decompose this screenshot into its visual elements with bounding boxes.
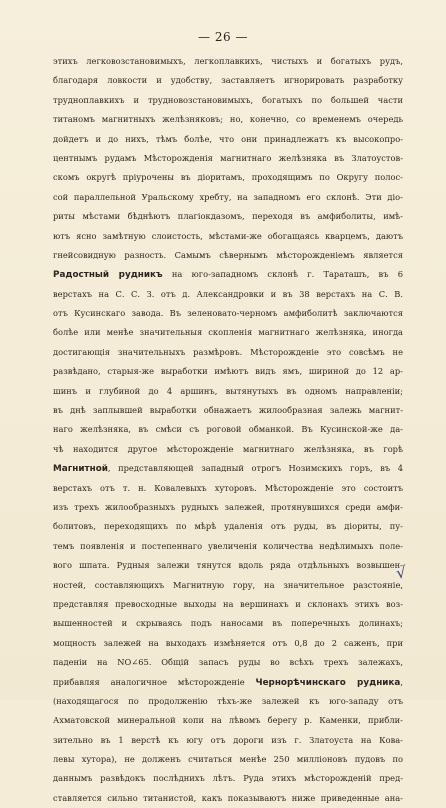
text-line xyxy=(53,91,403,110)
text-line xyxy=(53,769,403,788)
text-line xyxy=(53,265,403,284)
bold-mine-name: Радостный рудникъ xyxy=(53,270,163,281)
text-line xyxy=(53,130,403,149)
line-text: представляя превосходные выходы на вершинахъ и склонахъ этихъ воз- xyxy=(53,598,403,609)
line-text: зительно въ 1 верстѣ къ югу отъ дороги изъ г. Златоуста на Кова- xyxy=(53,734,403,745)
text-line xyxy=(53,420,403,439)
text-line xyxy=(53,711,403,730)
line-text: (находящагося по продолженію тѣхъ-же залежей къ юго-западу отъ xyxy=(53,695,403,706)
text-line xyxy=(53,692,403,711)
line-text: ставляется сильно титанистой, какъ показываютъ ниже приведенные ана- xyxy=(53,792,403,803)
text-line xyxy=(53,343,403,362)
text-line xyxy=(53,459,403,478)
line-text: прибавляя аналогичное мѣсторожденіе xyxy=(53,676,256,687)
text-line xyxy=(53,576,403,595)
text-line xyxy=(53,614,403,633)
bold-mine-name: Чернорѣчинскаго рудника xyxy=(255,677,401,688)
text-line xyxy=(53,110,403,129)
line-text: риты мѣстами бѣднѣютъ плагіокдазомъ, переходя въ амфиболиты, имѣ- xyxy=(53,211,403,222)
text-line xyxy=(53,537,403,556)
line-text: отъ Кусинскаго завода. Въ зеленовато-черномъ амфиболитѣ заключаются xyxy=(53,308,403,319)
line-text: вышенностей и скрываясь подъ наносами въ поперечныхъ долинахъ; xyxy=(53,618,403,629)
line-text: сой параллельной Уральскому хребту, на западномъ его склонѣ. Эти діо- xyxy=(53,191,403,202)
line-text: верстахъ отъ т. н. Ковалевыхъ хуторовъ. Мѣсторожденіе это состоитъ xyxy=(53,482,403,493)
page-number: — 26 — xyxy=(198,30,248,44)
line-text: верстахъ на С. С. З. отъ д. Александровки и въ 38 верстахъ на С. В. xyxy=(53,288,403,299)
line-text: на юго-западномъ склонѣ г. Тараташъ, въ 6 xyxy=(162,269,403,280)
text-line xyxy=(53,479,403,498)
line-text: левы хутора), не долженъ считаться менѣе 250 милліоновъ пудовъ по xyxy=(53,754,403,765)
text-line xyxy=(53,285,403,304)
line-text: наго желѣзняка, въ смѣси съ роговой обманкой. Въ Кусинской-же да- xyxy=(53,424,403,435)
line-text: трудноплавкихъ и трудновозстановимыхъ, богатыхъ по большей части xyxy=(53,94,403,105)
line-text: развѣдано, старыя-же выработки имѣютъ видъ ямъ, шириной до 12 ар- xyxy=(53,366,403,377)
line-text: благодаря ловкости и удобству, заставляетъ игнорировать разработку xyxy=(53,75,403,86)
text-line xyxy=(53,653,403,672)
line-text: , xyxy=(400,676,403,687)
text-line xyxy=(53,52,403,71)
line-text: достигающія значительныхъ размѣровъ. Мѣсторожденіе это совсѣмъ не xyxy=(53,346,403,357)
text-line xyxy=(53,440,403,459)
line-text: гнейсовидную разность. Самымъ сѣвернымъ мѣсторожденіемъ является xyxy=(53,249,403,260)
line-text: въ днѣ заплывшей выработки обнажаетъ жилообразная залежь магнит- xyxy=(53,405,403,416)
text-line xyxy=(53,556,403,575)
line-text: этихъ легковозстановимыхъ, легкоплавкихъ, чистыхъ и богатыхъ рудъ, xyxy=(53,56,403,66)
line-text: чѣ находится другое мѣсторожденіе магнитнаго желѣзняка, въ горѣ xyxy=(53,443,403,454)
text-line xyxy=(53,149,403,168)
line-text: титаномъ магнитныхъ желѣзняковъ; но, конечно, со временемъ очередь xyxy=(53,114,403,125)
line-text: болѣе или менѣе значительныя скопленія магнитнаго желѣзняка, иногда xyxy=(53,327,403,338)
text-line xyxy=(53,304,403,323)
line-text: шинъ и глубиной до 4 аршинъ, вытянутыхъ въ одномъ направленіи; xyxy=(53,385,403,396)
text-line xyxy=(53,227,403,246)
line-text: паденіи на NO∠65. Общій запасъ руды во всѣхъ трехъ залежахъ, xyxy=(53,657,403,668)
line-text: темъ появленія и постепеннаго увеличенія количества недѣлимыхъ поле- xyxy=(53,540,403,551)
line-text: изъ трехъ жилообразныхъ рудныхъ залежей, протянувшихся среди амфи- xyxy=(53,501,403,512)
line-text: ютъ ясно замѣтную слоистость, мѣстами-же обогащаясь кварцемъ, даютъ xyxy=(53,230,403,241)
body-text xyxy=(53,52,403,808)
text-line xyxy=(53,595,403,614)
text-line xyxy=(53,188,403,207)
text-line xyxy=(53,634,403,653)
line-text: ностей, составляющихъ Магнитную гору, на значительное разстояніе, xyxy=(53,579,403,590)
line-text: дойдетъ и до нихъ, тѣмъ болѣе, что они принадлежатъ къ высокопро- xyxy=(53,133,403,144)
text-line xyxy=(53,382,403,401)
line-text: Ахматовской минеральной копи на лѣвомъ берегу р. Каменки, прибли- xyxy=(53,715,403,726)
text-line xyxy=(53,362,403,381)
text-line xyxy=(53,401,403,420)
text-line xyxy=(53,517,403,536)
text-line xyxy=(53,207,403,226)
bold-mine-name: Магнитной xyxy=(53,464,108,475)
line-text: мощность залежей на выходахъ измѣняется отъ 0,8 до 2 саженъ, при xyxy=(53,637,403,648)
text-line xyxy=(53,750,403,769)
text-line xyxy=(53,789,403,808)
text-line xyxy=(53,673,403,692)
margin-check-mark: √ xyxy=(394,562,408,583)
line-text: скомъ округѣ пріурочены въ діоритамъ, проходящимъ по Округу полос- xyxy=(53,172,403,183)
text-line xyxy=(53,323,403,342)
line-text: вого шпата. Рудныя залежи тянутся вдоль ряда отдѣльныхъ возвышен- xyxy=(53,560,403,571)
line-text: центнымъ рудамъ Мѣсторожденія магнитнаго желѣзняка въ Златоустов- xyxy=(53,152,403,163)
text-line xyxy=(53,498,403,517)
text-line xyxy=(53,168,403,187)
line-text: даннымъ развѣдокъ послѣднихъ лѣтъ. Руда этихъ мѣсторожденій пред- xyxy=(53,773,403,784)
text-line xyxy=(53,71,403,90)
line-text: болитовъ, переходящихъ по мѣрѣ удаленія отъ руды, въ діориты, пу- xyxy=(53,521,403,532)
text-line xyxy=(53,731,403,750)
text-line xyxy=(53,246,403,265)
line-text: , представляющей западный отрогъ Нозимскихъ горъ, въ 4 xyxy=(107,463,403,474)
